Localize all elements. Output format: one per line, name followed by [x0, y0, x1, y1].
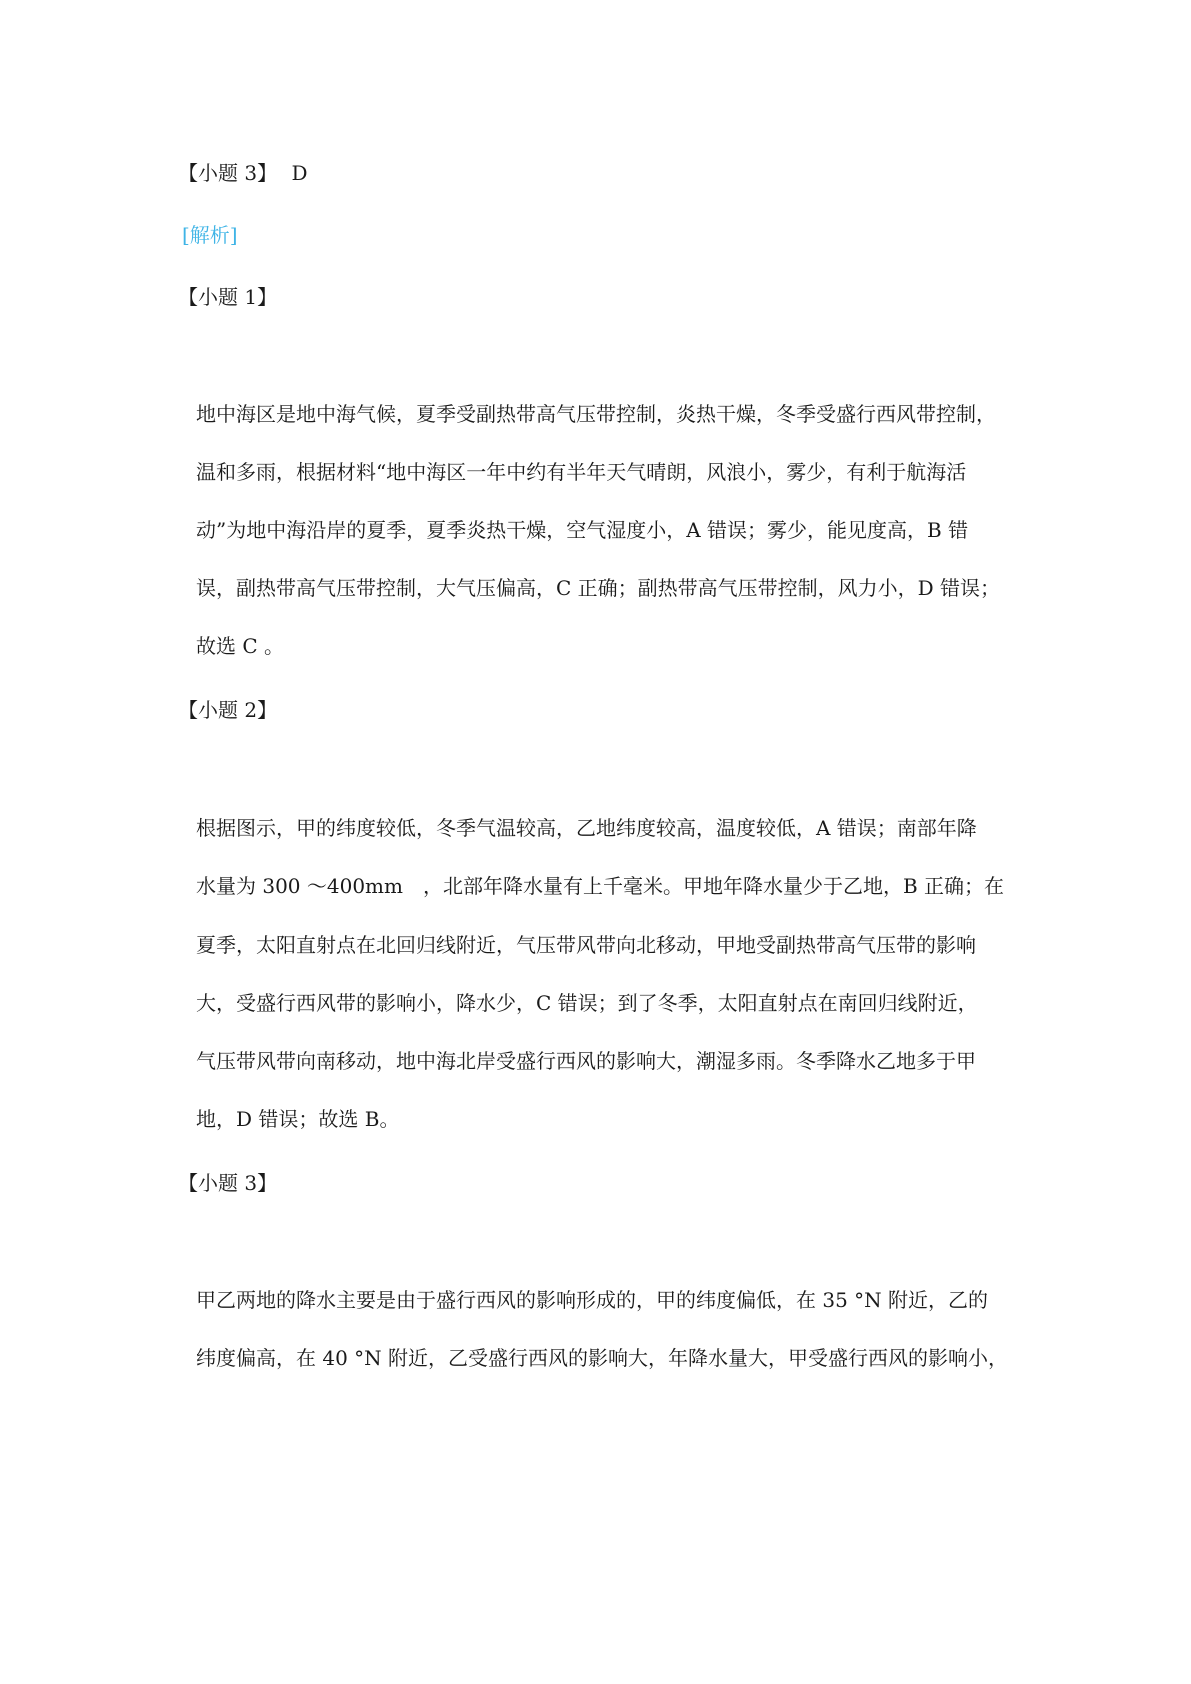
section-3-line-1: 甲乙两地的降水主要是由于盛行西风的影响形成的，甲的纬度偏低，在 35 °N 附近，乙的 — [196, 1288, 989, 1312]
section-1-line-4: 误，副热带高气压带控制，大气压偏高，C 正确；副热带高气压带控制，风力小，D 错误； — [196, 576, 1001, 600]
section-1-line-5: 故选 C 。 — [196, 634, 285, 658]
section-heading-1: 【小题 1】 — [178, 285, 278, 309]
answer-value: D — [291, 161, 308, 185]
section-2-line-3: 夏季，太阳直射点在北回归线附近，气压带风带向北移动，甲地受副热带高气压带的影响 — [196, 933, 976, 957]
answer-label: 【小题 3】 — [178, 161, 278, 185]
section-2-line-2: 水量为 300 ～400mm ，北部年降水量有上千毫米。甲地年降水量少于乙地，B 正确；在 — [196, 874, 1005, 898]
answer-line — [178, 160, 308, 186]
section-2-line-4: 大，受盛行西风带的影响小，降水少，C 错误；到了冬季，太阳直射点在南回归线附近， — [196, 991, 978, 1015]
section-1-line-2: 温和多雨，根据材料“地中海区一年中约有半年天气晴朗，风浪小，雾少，有利于航海活 — [196, 460, 967, 484]
section-2-line-6: 地，D 错误；故选 B。 — [196, 1107, 400, 1131]
section-heading-2: 【小题 2】 — [178, 698, 278, 722]
analysis-label: [解析] — [182, 223, 238, 247]
section-3-line-2: 纬度偏高，在 40 °N 附近，乙受盛行西风的影响大，年降水量大，甲受盛行西风的影响小， — [196, 1346, 1009, 1370]
section-heading-3: 【小题 3】 — [178, 1171, 278, 1195]
section-1-line-3: 动”为地中海沿岸的夏季，夏季炎热干燥，空气湿度小，A 错误；雾少，能见度高，B 错 — [196, 518, 969, 542]
section-1-line-1: 地中海区是地中海气候，夏季受副热带高气压带控制，炎热干燥，冬季受盛行西风带控制， — [196, 402, 996, 426]
section-2-line-1: 根据图示，甲的纬度较低，冬季气温较高，乙地纬度较高，温度较低，A 错误；南部年降 — [196, 816, 977, 840]
section-2-line-5: 气压带风带向南移动，地中海北岸受盛行西风的影响大，潮湿多雨。冬季降水乙地多于甲 — [196, 1049, 976, 1073]
